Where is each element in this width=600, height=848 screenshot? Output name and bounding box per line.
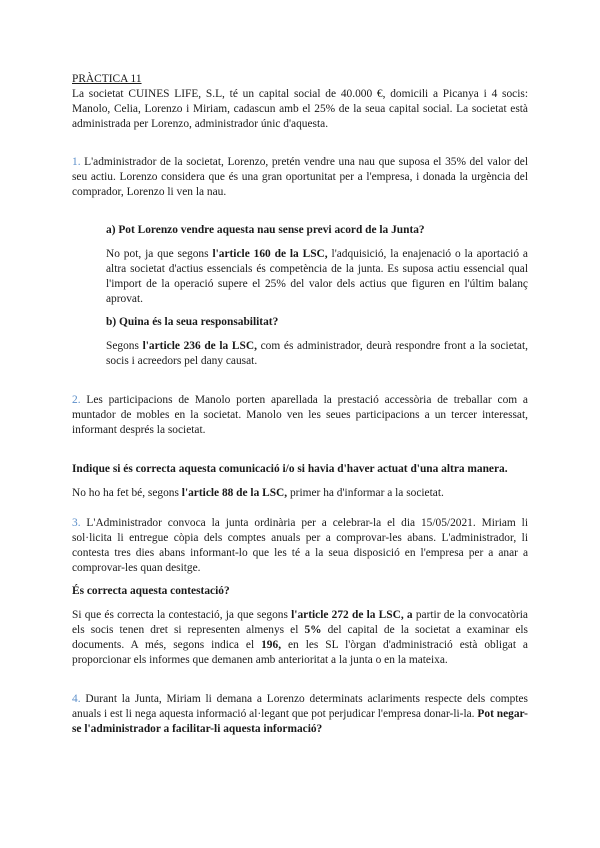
answer-1b — [106, 339, 528, 369]
page-title: PRÀCTICA 11 — [72, 73, 142, 85]
section-3-statement — [72, 516, 528, 576]
section-1-number: 1. — [72, 156, 81, 168]
question-3 — [72, 584, 528, 599]
answer-1b-article: l'article 236 de la LSC, — [142, 340, 257, 352]
question-3-text: És correcta aquesta contestació? — [72, 585, 230, 597]
section-2-text: Les participacions de Manolo porten aparellada la prestació accessòria de treballar com a muntador de mobles en la societat. Manolo ven les seues participacions a un tercer interessat, informant després la societat. — [72, 394, 528, 436]
answer-3-part: Si que és correcta la contestació, ja que segons — [72, 609, 292, 621]
question-1a — [106, 223, 528, 238]
document-page — [72, 72, 528, 737]
question-2-text: Indique si és correcta aquesta comunicació i/o si havia d'haver actuat d'una altra manera. — [72, 463, 508, 475]
section-4-statement — [72, 692, 528, 737]
section-4-text: Durant la Junta, Miriam li demana a Lorenzo determinats aclariments respecte dels comptes anuals i est li nega aquesta informació al·legant que pot perjudicar l'empresa donar-li-la. — [72, 693, 528, 720]
answer-3 — [72, 608, 528, 668]
answer-3-article-196: 196, — [261, 639, 282, 651]
section-3-number: 3. — [72, 517, 81, 529]
answer-3-part: del capital de la societat a examinar els documents. A més, segons indica el — [72, 624, 528, 651]
section-2-statement — [72, 393, 528, 438]
answer-1a-part: l'adquisició, la enajenació o la aportació a altra societat d'actius essencials és competència de la junta. Es suposa actiu essencial qual l'import de la operació supere el 25% del valor dels actius que figuren en l'últim balanç aprovat. — [106, 248, 528, 305]
intro-paragraph: La societat CUINES LIFE, S.L, té un capital social de 40.000 €, domicili a Picanya i 4 socis: Manolo, Celia, Lorenzo i Miriam, cadascun amb el 25% de la seua capital social. La societat està administrada per Lorenzo, administrador únic d'aquesta. — [72, 88, 528, 130]
answer-2-part: primer ha d'informar a la societat. — [287, 487, 444, 499]
question-4-text: Pot negar-se l'administrador a facilitar-li aquesta informació? — [72, 708, 528, 735]
answer-3-percent: 5% — [304, 624, 322, 636]
answer-1b-part: com és administrador, deurà respondre front a la societat, socis i acreedors pel dany causat. — [106, 340, 528, 367]
section-1-text: L'administrador de la societat, Lorenzo, pretén vendre una nau que suposa el 35% del valor del seu actiu. Lorenzo considera que és una gran oportunitat per a l'empresa, i donada la urgència del comprador, Lorenzo li ven la nau. — [72, 156, 528, 198]
answer-2-part: No ho ha fet bé, segons — [72, 487, 182, 499]
question-1b-text: b) Quina és la seua responsabilitat? — [106, 316, 279, 328]
section-1-statement — [72, 155, 528, 200]
section-1-questions — [72, 223, 528, 369]
question-1b — [106, 315, 528, 330]
answer-3-article: l'article 272 de la LSC, a — [291, 609, 413, 621]
answer-2 — [72, 486, 528, 501]
section-3-text: L'Administrador convoca la junta ordinària per a celebrar-la el dia 15/05/2021. Miriam li sol·licita li entregue còpia dels comptes anuals per a comprovar-les abans. L'administrador, li contesta tres dies abans informant-lo que les té a la seua disposició en l'empresa per a anar a comprovar-les quan desitge. — [72, 517, 528, 574]
answer-1a-part: No pot, ja que segons — [106, 248, 213, 260]
section-2-number: 2. — [72, 394, 81, 406]
answer-3-part: en les SL l'òrgan d'administració està obligat a proporcionar els informes que demanen amb anterioritat a la junta o en la mateixa. — [72, 639, 528, 666]
answer-1a — [106, 247, 528, 307]
answer-3-part: partir de la convocatòria els socis tenen dret si representen almenys el — [72, 609, 528, 636]
question-1a-text: a) Pot Lorenzo vendre aquesta nau sense previ acord de la Junta? — [106, 224, 425, 236]
question-2 — [72, 462, 528, 477]
answer-2-article: l'article 88 de la LSC, — [181, 487, 288, 499]
answer-1a-article: l'article 160 de la LSC, — [212, 248, 328, 260]
answer-1b-part: Segons — [106, 340, 143, 352]
section-4-number: 4. — [72, 693, 81, 705]
